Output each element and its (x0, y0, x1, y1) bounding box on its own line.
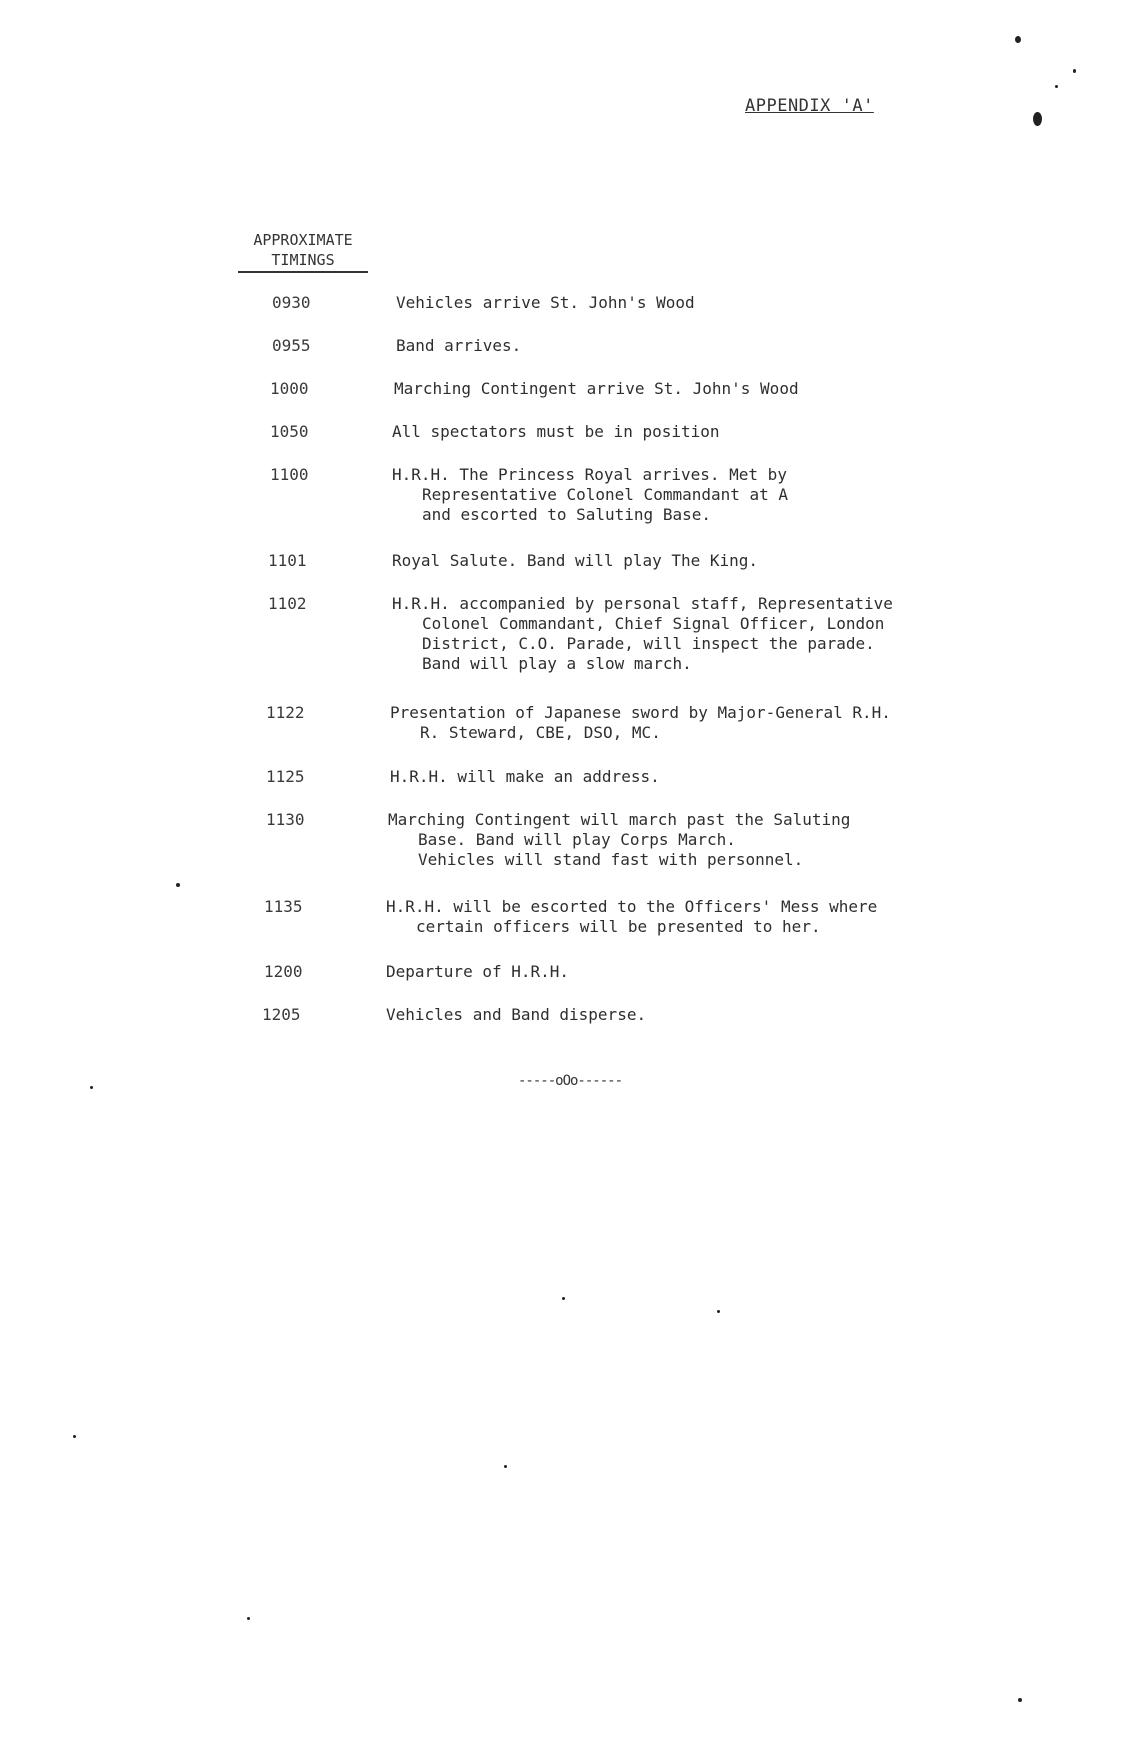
scan-speck (504, 1465, 507, 1468)
schedule-entry (392, 465, 788, 525)
schedule-time: 1130 (266, 810, 305, 829)
schedule-entry (388, 810, 850, 870)
entry-line: Vehicles will stand fast with personnel. (418, 850, 804, 869)
entry-line: Departure of H.R.H. (386, 962, 570, 981)
entry-line: certain officers will be presented to her. (416, 917, 821, 936)
entry-line: Representative Colonel Commandant at A (422, 485, 789, 504)
entry-line: and escorted to Saluting Base. (422, 505, 711, 524)
entry-line: District, C.O. Parade, will inspect the parade. (422, 634, 875, 653)
scan-speck (1033, 112, 1042, 126)
schedule-time: 1102 (268, 594, 307, 613)
end-marker: -----oOo------ (518, 1073, 623, 1089)
entry-line: Presentation of Japanese sword by Major-General R.H. (390, 703, 891, 722)
entry-line: H.R.H. accompanied by personal staff, Representative (392, 594, 893, 613)
schedule-time: 0955 (272, 336, 311, 355)
heading-line-1: APPROXIMATE (253, 231, 353, 249)
schedule-entry (392, 422, 720, 442)
entry-line: Band arrives. (396, 336, 522, 355)
schedule-entry (386, 897, 877, 937)
schedule-time: 0930 (272, 293, 311, 312)
scan-speck (90, 1086, 93, 1089)
scan-speck (717, 1310, 720, 1313)
schedule-time: 1101 (268, 551, 307, 570)
entry-line: Base. Band will play Corps March. (418, 830, 736, 849)
heading-line-2: TIMINGS (238, 250, 368, 273)
schedule-entry (386, 962, 569, 982)
schedule-entry (386, 1005, 646, 1025)
entry-line: H.R.H. will be escorted to the Officers' Mess where (386, 897, 878, 916)
scan-speck (1073, 69, 1076, 73)
schedule-entry (392, 551, 758, 571)
schedule-entry (390, 767, 660, 787)
timings-heading (238, 230, 368, 273)
entry-line: H.R.H. The Princess Royal arrives. Met by (392, 465, 787, 484)
entry-line: Marching Contingent arrive St. John's Wood (394, 379, 799, 398)
entry-line: R. Steward, CBE, DSO, MC. (420, 723, 661, 742)
entry-line: Royal Salute. Band will play The King. (392, 551, 759, 570)
scan-speck (247, 1617, 250, 1620)
schedule-time: 1122 (266, 703, 305, 722)
entry-line: Marching Contingent will march past the Saluting (388, 810, 851, 829)
schedule-entry (396, 336, 521, 356)
entry-line: Band will play a slow march. (422, 654, 692, 673)
entry-line: Vehicles and Band disperse. (386, 1005, 647, 1024)
scan-speck (176, 883, 180, 887)
appendix-label: APPENDIX 'A' (745, 96, 874, 116)
entry-line: Colonel Commandant, Chief Signal Officer, London (422, 614, 885, 633)
schedule-time: 1135 (264, 897, 303, 916)
schedule-entry (392, 594, 893, 674)
schedule-entry (396, 293, 695, 313)
schedule-time: 1050 (270, 422, 309, 441)
schedule-time: 1125 (266, 767, 305, 786)
schedule-time: 1205 (262, 1005, 301, 1024)
scan-speck (562, 1297, 565, 1300)
schedule-time: 1000 (270, 379, 309, 398)
entry-line: H.R.H. will make an address. (390, 767, 660, 786)
schedule-time: 1200 (264, 962, 303, 981)
scan-speck (1015, 36, 1021, 43)
entry-line: All spectators must be in position (392, 422, 720, 441)
scan-speck (1018, 1698, 1022, 1702)
schedule-time: 1100 (270, 465, 309, 484)
schedule-entry (394, 379, 799, 399)
entry-line: Vehicles arrive St. John's Wood (396, 293, 695, 312)
scan-speck (1055, 85, 1058, 88)
schedule-entry (390, 703, 891, 743)
scan-speck (73, 1435, 76, 1438)
